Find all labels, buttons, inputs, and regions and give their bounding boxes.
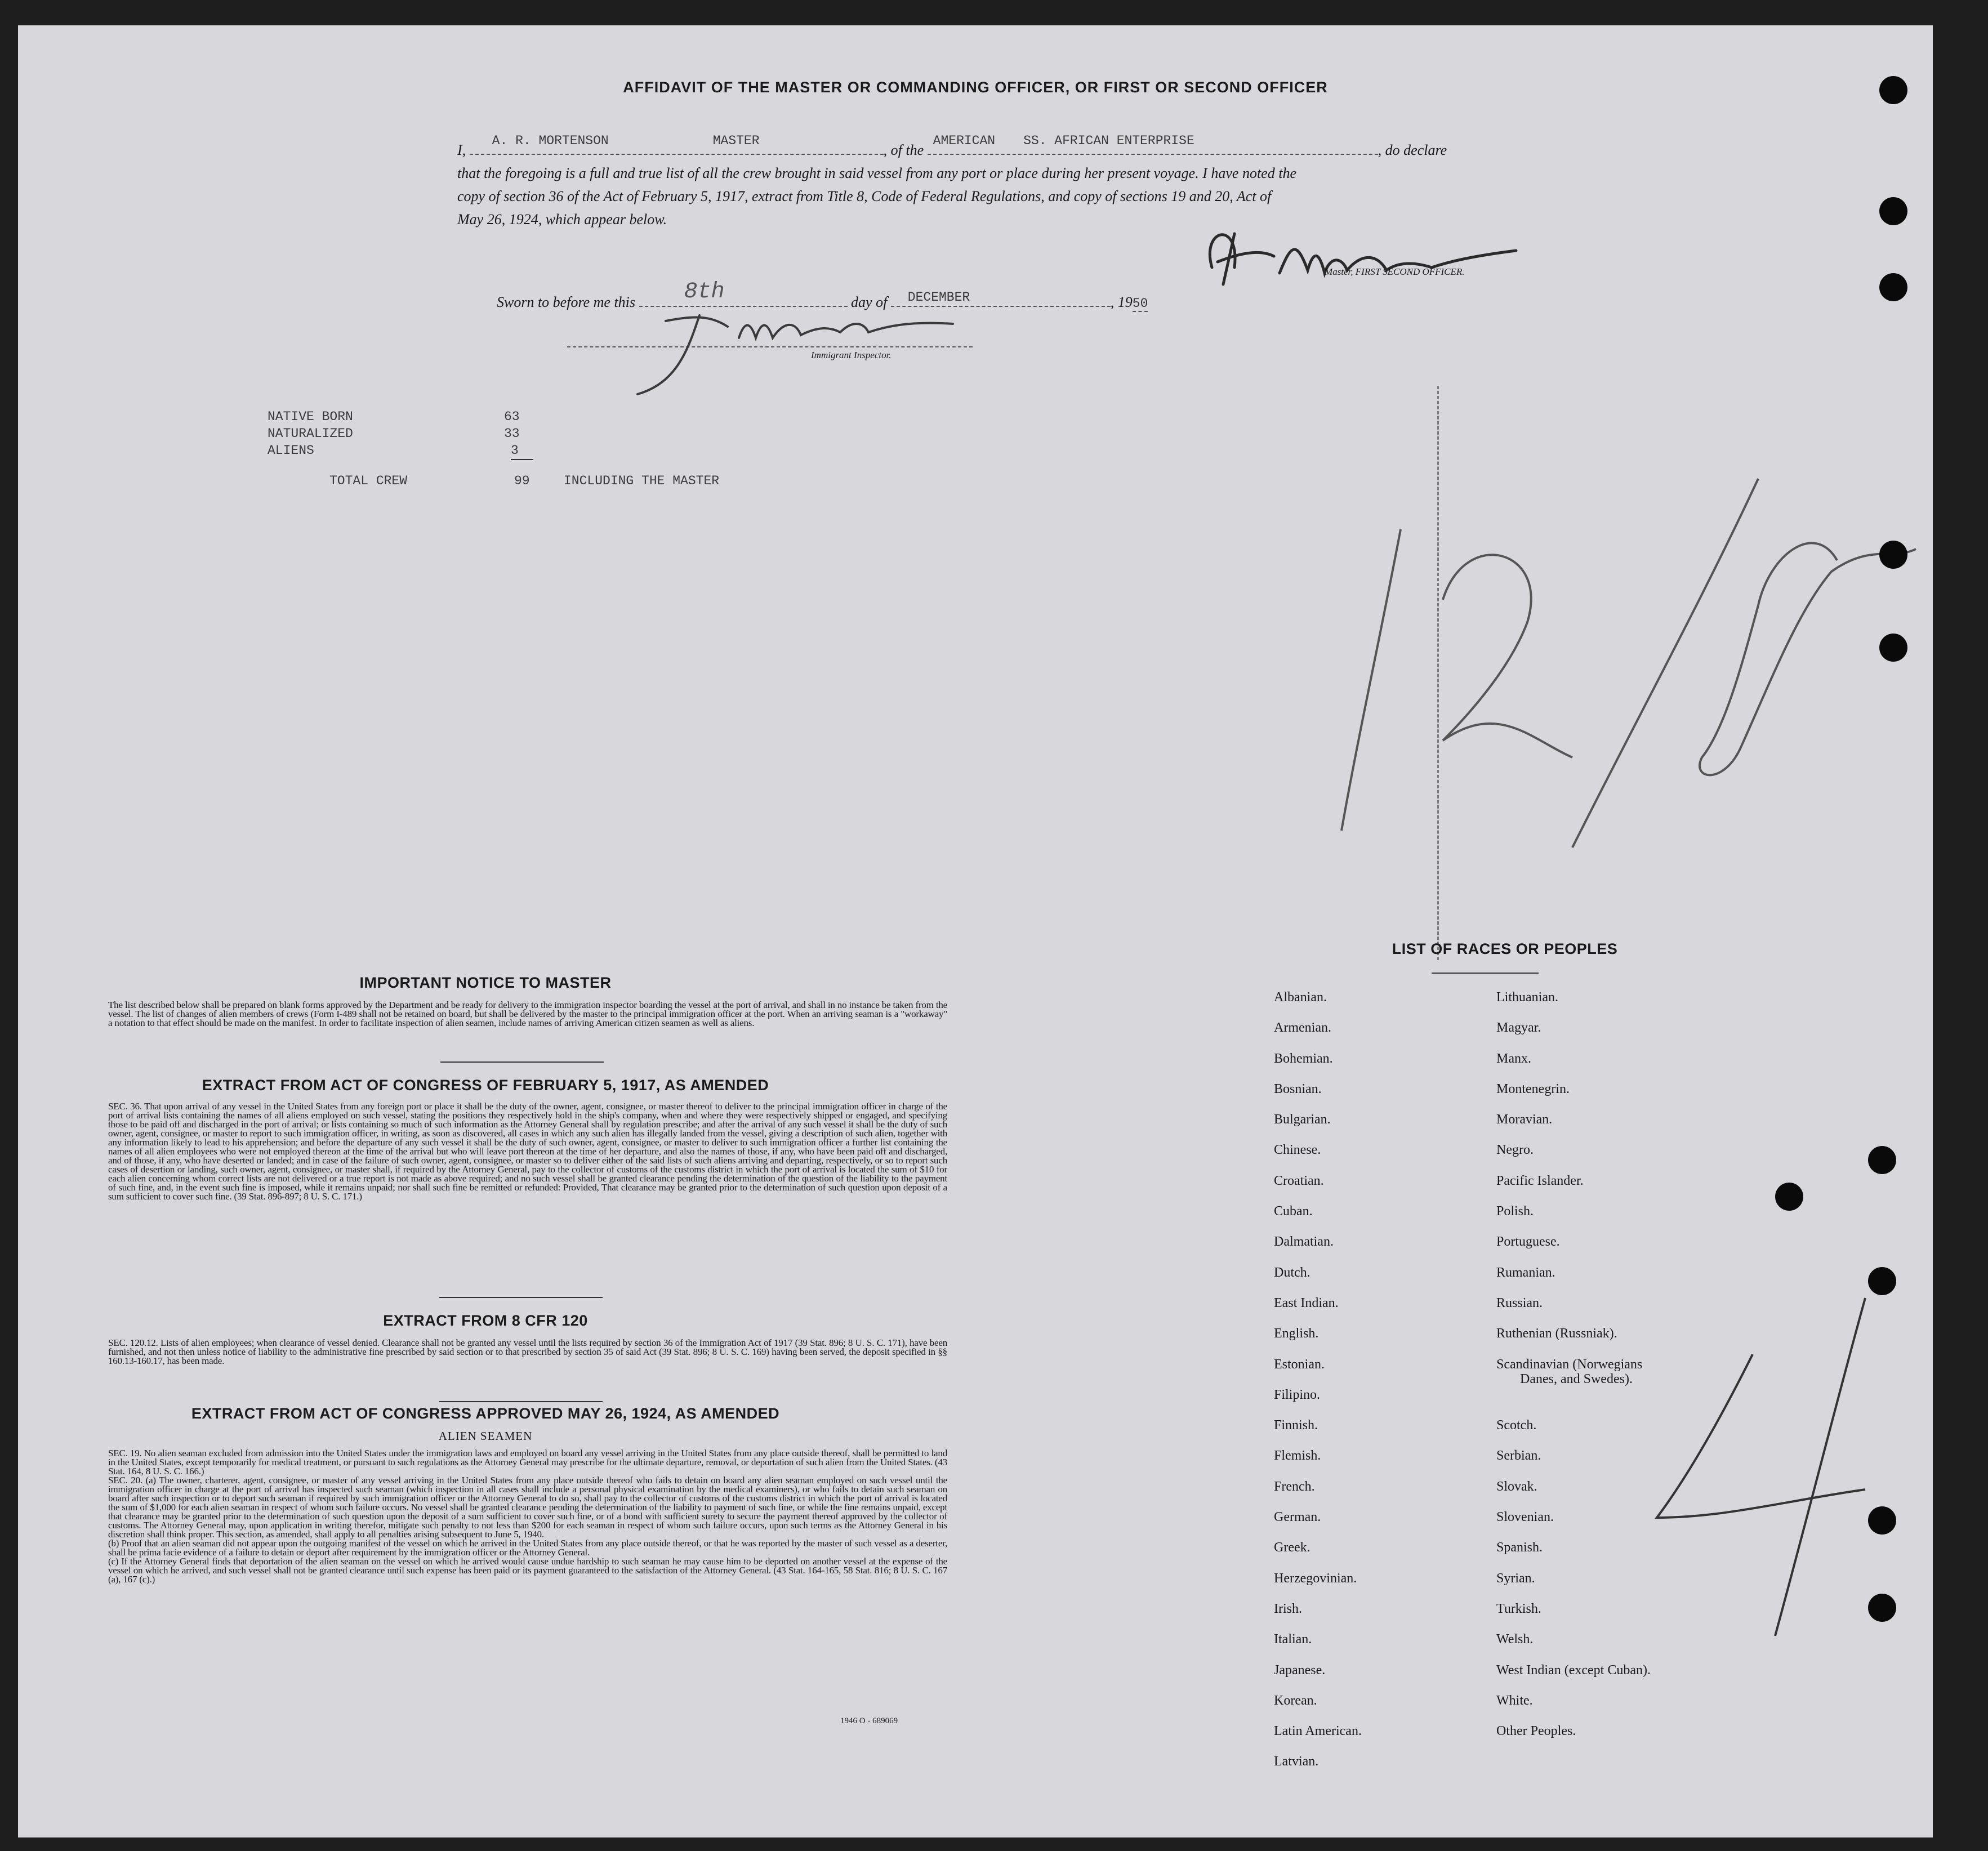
race-item: French. xyxy=(1274,1479,1315,1494)
race-item: Manx. xyxy=(1496,1051,1531,1066)
race-item: Bohemian. xyxy=(1274,1051,1333,1066)
sec20c-text: (c) If the Attorney General finds that deportation of the alien seaman on the vessel on which he arrived would cause undue hardship to such seaman he may cause him to be deported on another vessel at the expense of the vessel on which he arrived, and such vessel shall not be granted clearance until such expense has been paid or its payment guaranteed to the satisfaction of the Attorney General. (43 Stat. 164-165, 58 Stat. 816; 8 U. S. C. 167 (a), 167 (c).) xyxy=(108,1556,947,1585)
year-prefix: , 19 xyxy=(1110,294,1133,310)
binder-hole xyxy=(1879,197,1907,225)
race-item: Finnish. xyxy=(1274,1418,1318,1433)
race-item: Moravian. xyxy=(1496,1112,1553,1127)
notice-title: IMPORTANT NOTICE TO MASTER xyxy=(359,974,612,991)
race-item-continuation: Danes, and Swedes). xyxy=(1520,1371,1633,1386)
declaration-line-3: copy of section 36 of the Act of February 5, 1917, extract from Title 8, Code of Federal Regulations, and copy of sections 19 and 20, Act of xyxy=(457,188,1272,204)
sec20a-text: SEC. 20. (a) The owner, charterer, agent, consignee, or master of any vessel arriving in the United States from any place outside thereof who fails to detain on board any alien seaman employed on such vessel until the immigration officer in charge at the port of arrival has inspected such seaman (which inspection in all cases shall include a personal physical examination by the medical examiners), or who fails to detain such seaman on board after such inspection or to deport such seaman if required by such immigration officer or the Attorney General to do so, shall pay to the collector of customs of the customs district in which the port of arrival is located the sum of $1,000 for each alien seaman in respect of whom such failure occurs. No vessel shall be granted clearance pending the determination of the liability to payment of such fine, or while the fine remains unpaid, except that clearance may be granted prior to the determination of such question upon the deposit of a sum sufficient to cover such fine, or of a bond with sufficient surety to secure the payment thereof approved by the collector of customs. The Attorney General may, upon application in writing therefor, mitigate such penalty to not less than $200 for each seaman in respect of whom such failure occurs, upon such terms as the Attorney General in his discretion shall think proper. This section, as amended, shall apply to all penalties arising subsequent to June 5, 1940. xyxy=(108,1475,947,1540)
divider-2 xyxy=(439,1297,603,1298)
race-item: Dutch. xyxy=(1274,1265,1311,1280)
alien-seamen-subtitle: ALIEN SEAMEN xyxy=(438,1429,533,1443)
crew-row-naturalized: NATURALIZED 33 xyxy=(268,426,520,441)
crew-summary xyxy=(268,408,719,489)
binder-hole xyxy=(1879,634,1907,662)
race-item: Filipino. xyxy=(1274,1387,1321,1402)
race-item: Portuguese. xyxy=(1496,1234,1560,1250)
race-item: Welsh. xyxy=(1496,1632,1534,1647)
crew-total-row: TOTAL CREW 99 INCLUDING THE MASTER xyxy=(329,474,720,488)
race-item: Pacific Islander. xyxy=(1496,1173,1584,1188)
race-item: Slovenian. xyxy=(1496,1510,1554,1525)
declaration-line-4: May 26, 1924, which appear below. xyxy=(457,211,667,228)
binder-hole xyxy=(1868,1506,1896,1535)
sworn-month: DECEMBER xyxy=(907,290,970,305)
races-title: LIST OF RACES OR PEOPLES xyxy=(1392,940,1618,957)
sworn-day: 8th xyxy=(684,279,725,305)
count-mark-text: 4 xyxy=(1629,1279,1633,1289)
vessel-name: SS. AFRICAN ENTERPRISE xyxy=(1023,133,1194,148)
race-item: German. xyxy=(1274,1510,1321,1525)
i-label: I, xyxy=(457,142,466,158)
race-item: Flemish. xyxy=(1274,1448,1321,1464)
races-column-2 xyxy=(1496,990,1789,1754)
race-item: Polish. xyxy=(1496,1204,1534,1219)
crew-row-native: NATIVE BORN 63 xyxy=(268,409,520,424)
race-item: Scotch. xyxy=(1496,1418,1537,1433)
race-item: Korean. xyxy=(1274,1693,1317,1708)
race-item: Irish. xyxy=(1274,1601,1302,1616)
date-mark-text: 12/8 xyxy=(1274,457,1290,467)
race-item: Cuban. xyxy=(1274,1204,1313,1219)
binder-hole xyxy=(1868,1267,1896,1295)
extract-cfr-body: SEC. 120.12. Lists of alien employees; when clearance of vessel denied. Clearance shall not be granted any vessel until the lists required by section 36 of the Immigration Act of 1917 (39 Stat. 896; 8 U. S. C. 171), have been furnished, and not then unless notice of liability to the administrative fine prescribed by said section or to that prescribed by section 35 of said Act (39 Stat. 896; 8 U. S. C. 169) having been served, the deposit specified in §§ 160.13-160.17, has been made. xyxy=(108,1337,947,1366)
divider-1 xyxy=(440,1061,604,1063)
sworn-label: Sworn to before me this xyxy=(497,294,636,310)
inspector-caption: Immigrant Inspector. xyxy=(811,350,892,360)
races-column-1 xyxy=(1274,990,1477,1785)
affidavit-title: AFFIDAVIT OF THE MASTER OR COMMANDING OFFICER, OR FIRST OR SECOND OFFICER xyxy=(623,79,1328,96)
master-signature xyxy=(1178,217,1527,296)
binder-hole xyxy=(1868,1146,1896,1174)
master-signature-caption: Master, FIRST SECOND OFFICER. xyxy=(1325,266,1465,277)
race-item: Dalmatian. xyxy=(1274,1234,1334,1250)
race-item: Russian. xyxy=(1496,1295,1543,1310)
race-item: Chinese. xyxy=(1274,1143,1321,1158)
race-item-scandinavian: Scandinavian (Norwegians Danes, and Swedes). xyxy=(1496,1357,1643,1386)
race-item: Bosnian. xyxy=(1274,1081,1322,1096)
document-page xyxy=(18,25,1933,1837)
binder-hole xyxy=(1879,273,1907,301)
race-item: Slovak. xyxy=(1496,1479,1537,1494)
declaration-line-2: that the foregoing is a full and true list of all the crew brought in said vessel from any port or place during her present voyage. I have noted the xyxy=(457,165,1296,181)
handwritten-date-annotation xyxy=(1274,457,1916,859)
extract-cfr-title: EXTRACT FROM 8 CFR 120 xyxy=(383,1312,588,1329)
race-item: Estonian. xyxy=(1274,1357,1325,1372)
name-rank-field xyxy=(470,133,884,155)
extract-1917-body: SEC. 36. That upon arrival of any vessel in the United States from any foreign port or place it shall be the duty of the owner, agent, consignee, or master thereof to deliver to the principal immigration officer in charge of the port of arrival lists containing the names of all aliens employed on such vessel, stating the positions they respectively hold in the ship's company, when and where they were respectively shipped or engaged, and specifying those to be paid off and discharged in the port of arrival; or lists containing so much of such information as the Attorney General shall by regulation prescribe; and after the arrival of any such vessel it shall be the duty of such owner, agent, consignee, or master to report to such immigration officer, in writing, as soon as discovered, all cases in which any such alien has illegally landed from the vessel, giving a description of such alien, together with any information likely to lead to his apprehension; and before the departure of any such vessel it shall be the duty of such owner, agent, consignee, or master to deliver to such immigration officer a further list containing the names of all alien employees who were not employed thereon at the time of the arrival but who will leave port thereon at the time of her departure, and also the names of those, if any, who have been paid off and discharged, and of those, if any, who have deserted or landed; and in case of the failure of such owner, agent, consignee, or master so to deliver either of the said lists of such aliens arriving and departing, respectively, or so to report such cases of desertion or landing, such owner, agent, consignee, or master shall, if required by the Attorney General, pay to the collector of customs of the customs district in which the port of arrival is located the sum of $10 for each alien concerning whom correct lists are not delivered or a true report is not made as above required; and no such vessel shall be granted clearance pending the determination of the question of the liability to the payment of such fine, and, in the event such fine is imposed, while it remains unpaid; nor shall such fine be remitted or refunded: Provided, That clearance may be granted prior to the determination of such question upon deposit of a sum sufficient to cover such fine. (39 Stat. 896-897; 8 U. S. C. 171.) xyxy=(108,1101,947,1202)
race-item: Albanian. xyxy=(1274,990,1327,1005)
sec19-text: SEC. 19. No alien seaman excluded from admission into the United States under the immigration laws and employed on board any vessel arriving in the United States from any place outside thereof, shall be permitted to land in the United States, except temporarily for medical treatment, or pursuant to such regulations as the Attorney General may prescribe for the ultimate departure, removal, or deportation of such alien from the United States. (43 Stat. 164, 8 U. S. C. 166.) xyxy=(108,1448,947,1477)
race-item: Lithuanian. xyxy=(1496,990,1558,1005)
race-item: Bulgarian. xyxy=(1274,1112,1331,1127)
binder-hole xyxy=(1775,1183,1803,1211)
binder-hole xyxy=(1879,76,1907,104)
of-the-label: , of the xyxy=(883,142,924,158)
inspector-signature xyxy=(615,304,975,405)
sec20b-text: (b) Proof that an alien seaman did not appear upon the outgoing manifest of the vessel on which he arrived in the United States from any place outside thereof, or that he was reported by the master of such vessel as a deserter, shall be prima facie evidence of a failure to detain or deport after requirement by the immigration officer or the Attorney General. xyxy=(108,1538,947,1558)
race-item: Rumanian. xyxy=(1496,1265,1555,1280)
notice-body: The list described below shall be prepared on blank forms approved by the Department and be ready for delivery to the immigration inspector boarding the vessel at the port of arrival, and shall in no instance be taken from the vessel. The list of changes of alien members of crews (Form I-489 shall not be retained on board, but shall be delivered by the master to the principal immigration officer at the port. When an arriving seaman is a "workaway" a notation to that effect should be made on the manifest. In order to facilitate inspection of alien seamen, include names of arriving American citizen seamen as well as aliens. xyxy=(108,1000,947,1028)
race-item: Latin American. xyxy=(1274,1724,1362,1739)
races-divider xyxy=(1432,973,1539,974)
extract-1924-body xyxy=(108,1449,947,1584)
race-item: Spanish. xyxy=(1496,1540,1543,1555)
race-item: Syrian. xyxy=(1496,1571,1535,1586)
binder-hole xyxy=(1868,1594,1896,1622)
race-item: English. xyxy=(1274,1326,1319,1341)
vessel-field xyxy=(928,133,1378,155)
race-item: White. xyxy=(1496,1693,1533,1708)
race-item: Magyar. xyxy=(1496,1020,1541,1036)
race-item: Italian. xyxy=(1274,1632,1312,1647)
master-rank: MASTER xyxy=(712,133,760,148)
race-item: Negro. xyxy=(1496,1143,1534,1158)
vessel-nationality: AMERICAN xyxy=(933,133,996,148)
master-name: A. R. MORTENSON xyxy=(492,133,609,148)
day-of-label: day of xyxy=(851,294,888,310)
race-item: Turkish. xyxy=(1496,1601,1541,1616)
crew-row-aliens: ALIENS 3 xyxy=(268,442,719,460)
race-item: Latvian. xyxy=(1274,1754,1319,1769)
race-item: Serbian. xyxy=(1496,1448,1541,1464)
race-item: Armenian. xyxy=(1274,1020,1331,1036)
extract-1924-title: EXTRACT FROM ACT OF CONGRESS APPROVED MAY 26, 1924, AS AMENDED xyxy=(191,1405,780,1422)
race-item: Ruthenian (Russniak). xyxy=(1496,1326,1617,1341)
race-item: Japanese. xyxy=(1274,1662,1326,1678)
binder-hole xyxy=(1879,541,1907,569)
printer-mark: 1946 O - 689069 xyxy=(840,1716,898,1725)
race-item: Montenegrin. xyxy=(1496,1081,1570,1096)
race-item: West Indian (except Cuban). xyxy=(1496,1662,1651,1678)
race-item: Herzegovinian. xyxy=(1274,1571,1357,1586)
race-item: Other Peoples. xyxy=(1496,1724,1576,1739)
race-item: East Indian. xyxy=(1274,1295,1339,1310)
divider-3 xyxy=(439,1401,603,1402)
race-item: Greek. xyxy=(1274,1540,1311,1555)
extract-1917-title: EXTRACT FROM ACT OF CONGRESS OF FEBRUARY 5, 1917, AS AMENDED xyxy=(202,1077,769,1094)
do-declare-label: , do declare xyxy=(1378,142,1447,158)
sworn-year: 50 xyxy=(1132,296,1148,311)
race-item: Croatian. xyxy=(1274,1173,1324,1188)
